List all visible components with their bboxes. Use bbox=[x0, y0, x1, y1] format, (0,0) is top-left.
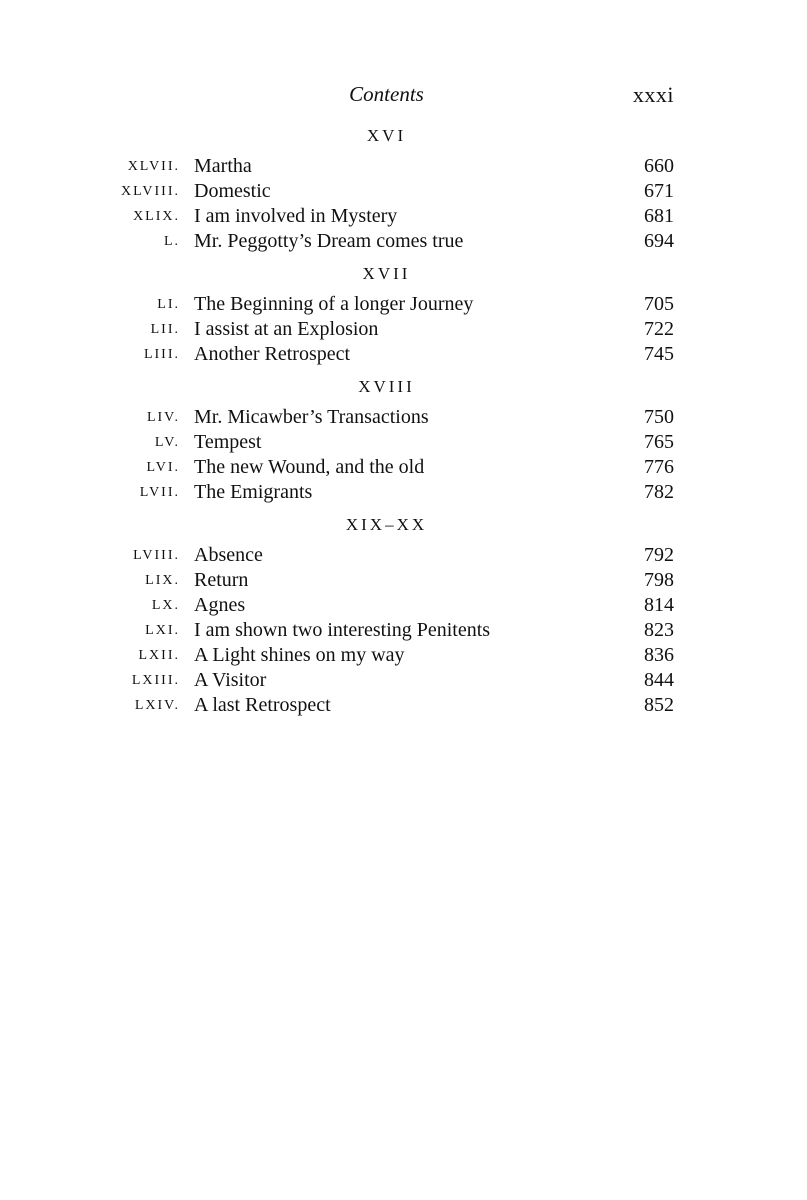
chapter-title: Tempest bbox=[194, 431, 262, 453]
toc-entry[interactable] bbox=[0, 643, 807, 668]
toc-entry[interactable] bbox=[0, 455, 807, 480]
chapter-title: Mr. Micawber’s Transactions bbox=[194, 406, 429, 428]
chapter-title: The Beginning of a longer Journey bbox=[194, 293, 474, 315]
toc-entry[interactable] bbox=[0, 342, 807, 367]
toc-entry[interactable] bbox=[0, 430, 807, 455]
chapter-title: Domestic bbox=[194, 180, 271, 202]
chapter-page-number: 745 bbox=[644, 343, 674, 365]
toc-entry[interactable] bbox=[0, 179, 807, 204]
part-heading: XIX–XX bbox=[345, 515, 428, 534]
chapter-number: LV. bbox=[154, 435, 180, 450]
chapter-title: A Visitor bbox=[194, 669, 267, 691]
running-head bbox=[0, 80, 807, 110]
chapter-number: LIII. bbox=[143, 347, 180, 362]
toc-entry[interactable] bbox=[0, 405, 807, 430]
chapter-number: LII. bbox=[150, 322, 180, 337]
chapter-page-number: 836 bbox=[644, 644, 674, 666]
part-heading: XVII bbox=[362, 264, 411, 283]
chapter-title: The Emigrants bbox=[194, 481, 313, 503]
chapter-title: I am involved in Mystery bbox=[194, 205, 398, 227]
toc-entry[interactable] bbox=[0, 204, 807, 229]
chapter-page-number: 844 bbox=[644, 669, 674, 691]
toc-entry[interactable] bbox=[0, 618, 807, 643]
toc-entry[interactable] bbox=[0, 543, 807, 568]
chapter-title: The new Wound, and the old bbox=[194, 456, 425, 478]
chapter-number: LXI. bbox=[145, 623, 180, 638]
chapter-page-number: 823 bbox=[644, 619, 674, 641]
toc-entry[interactable] bbox=[0, 593, 807, 618]
chapter-page-number: 852 bbox=[644, 694, 674, 716]
chapter-title: I am shown two interesting Penitents bbox=[194, 619, 491, 641]
chapter-title: Mr. Peggotty’s Dream comes true bbox=[194, 230, 464, 252]
chapter-title: Martha bbox=[194, 155, 252, 177]
toc-entry[interactable] bbox=[0, 292, 807, 317]
chapter-number: LXIV. bbox=[134, 698, 180, 713]
chapter-page-number: 792 bbox=[644, 544, 674, 566]
chapter-page-number: 782 bbox=[644, 481, 674, 503]
chapter-title: Another Retrospect bbox=[194, 343, 351, 365]
toc-entry[interactable] bbox=[0, 317, 807, 342]
part-heading: XVIII bbox=[358, 377, 415, 396]
page-number: xxxi bbox=[632, 82, 674, 107]
chapter-number: XLVIII. bbox=[121, 184, 180, 199]
chapter-page-number: 681 bbox=[644, 205, 674, 227]
chapter-number: LVIII. bbox=[133, 548, 180, 563]
chapter-title: Absence bbox=[194, 544, 263, 566]
chapter-number: L. bbox=[163, 234, 180, 249]
chapter-page-number: 765 bbox=[644, 431, 674, 453]
chapter-number: LXIII. bbox=[131, 673, 180, 688]
chapter-number: XLIX. bbox=[133, 209, 180, 224]
chapter-page-number: 776 bbox=[644, 456, 674, 478]
chapter-page-number: 694 bbox=[644, 230, 674, 252]
toc-entry[interactable] bbox=[0, 154, 807, 179]
toc-entry[interactable] bbox=[0, 568, 807, 593]
chapter-number: LI. bbox=[157, 297, 180, 312]
chapter-title: A last Retrospect bbox=[194, 694, 331, 716]
chapter-title: Agnes bbox=[194, 594, 246, 616]
chapter-page-number: 671 bbox=[644, 180, 674, 202]
running-title: Contents bbox=[349, 82, 424, 106]
toc-entry[interactable] bbox=[0, 668, 807, 693]
chapter-number: LX. bbox=[151, 598, 180, 613]
toc-entry[interactable] bbox=[0, 693, 807, 718]
chapter-page-number: 722 bbox=[644, 318, 674, 340]
chapter-number: LIX. bbox=[145, 573, 180, 588]
chapter-title: I assist at an Explosion bbox=[194, 318, 379, 340]
chapter-number: LVII. bbox=[139, 485, 180, 500]
chapter-title: Return bbox=[194, 569, 249, 591]
chapter-number: LIV. bbox=[146, 410, 180, 425]
chapter-page-number: 798 bbox=[644, 569, 674, 591]
chapter-title: A Light shines on my way bbox=[194, 644, 405, 666]
part-heading: XVI bbox=[366, 126, 407, 145]
toc-entry[interactable] bbox=[0, 480, 807, 505]
chapter-page-number: 750 bbox=[644, 406, 674, 428]
chapter-page-number: 705 bbox=[644, 293, 674, 315]
toc-entry[interactable] bbox=[0, 229, 807, 254]
chapter-page-number: 814 bbox=[644, 594, 674, 616]
chapter-page-number: 660 bbox=[644, 155, 674, 177]
table-of-contents bbox=[0, 120, 807, 718]
chapter-number: XLVII. bbox=[127, 159, 180, 174]
chapter-number: LVI. bbox=[146, 460, 180, 475]
chapter-number: LXII. bbox=[138, 648, 180, 663]
